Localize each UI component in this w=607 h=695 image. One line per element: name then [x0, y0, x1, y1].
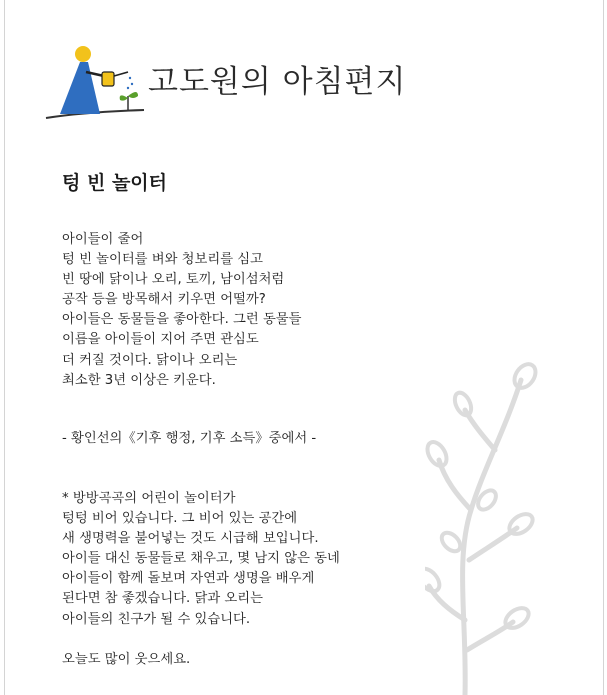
- source-line: - 황인선의《기후 행정, 기후 소득》중에서 -: [62, 431, 317, 446]
- comment-line: 된다면 참 좋겠습니다. 닭과 오리는: [62, 591, 263, 607]
- quote-line: 텅 빈 놀이터를 벼와 청보리를 심고: [62, 252, 263, 268]
- comment-line: 새 생명력을 불어넣는 것도 시급해 보입니다.: [62, 531, 319, 547]
- comment-line: * 방방곡곡의 어린이 놀이터가: [62, 491, 236, 506]
- brand-title: 고도원의 아침편지: [148, 64, 407, 100]
- quote-line: 아이들은 동물들을 좋아한다. 그런 동물들: [62, 312, 302, 328]
- quote-line: 더 커질 것이다. 닭이나 오리는: [62, 352, 238, 368]
- closing-line: 오늘도 많이 웃으세요.: [62, 652, 191, 667]
- comment-line: 텅텅 비어 있습니다. 그 비어 있는 공간에: [62, 511, 298, 527]
- comment-line: 아이들이 함께 돌보며 자연과 생명을 배우게: [62, 571, 315, 587]
- quote-line: 공작 등을 방목해서 키우면 어떨까?: [62, 292, 266, 308]
- leafy-branch-icon: [425, 360, 545, 695]
- quote-line: 이름을 아이들이 지어 주면 관심도: [62, 332, 259, 348]
- comment-line: 아이들의 친구가 될 수 있습니다.: [62, 611, 251, 627]
- comment-line: 아이들 대신 동물들로 채우고, 몇 남지 않은 동네: [62, 551, 340, 567]
- comment-block: [62, 489, 340, 630]
- quote-line: 최소한 3년 이상은 키운다.: [62, 372, 216, 388]
- quote-line: 빈 땅에 닭이나 오리, 토끼, 남이섬처럼: [62, 272, 285, 288]
- quote-block: [62, 230, 302, 391]
- letter-title: 텅 빈 놀이터: [62, 172, 167, 194]
- quote-line: 아이들이 줄어: [62, 232, 144, 247]
